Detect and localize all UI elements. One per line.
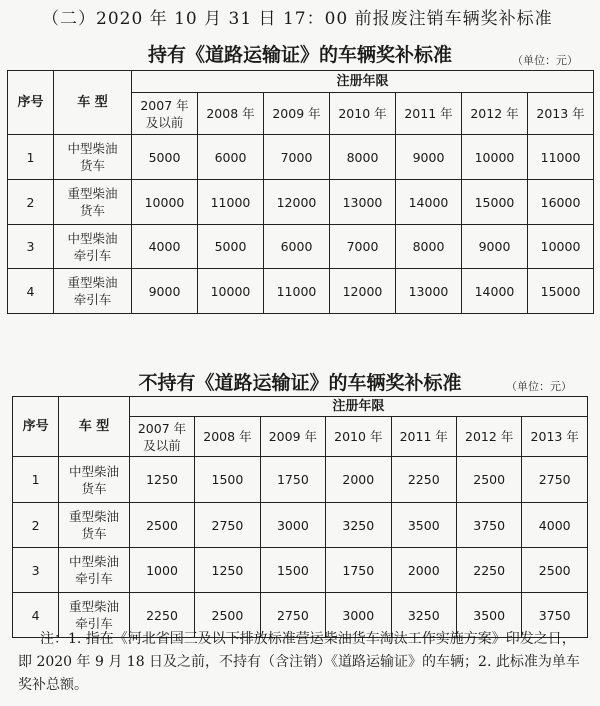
row-seq: 1 (8, 135, 54, 180)
subsidy-amount-cell: 9000 (462, 225, 528, 269)
subsidy-amount-cell: 2500 (129, 503, 194, 548)
header-type: 车 型 (59, 397, 129, 457)
row-vehicle-type: 中型柴油 货车 (59, 457, 129, 503)
subsidy-amount-cell: 2500 (195, 593, 260, 638)
subsidy-amount-cell: 3500 (456, 593, 521, 638)
header-year: 2008 年 (195, 417, 260, 457)
table-row (8, 269, 594, 314)
row-vehicle-type: 重型柴油 牵引车 (59, 593, 129, 638)
subsidy-amount-cell: 3250 (391, 593, 456, 638)
table-2-unit: （单位：元） (506, 380, 572, 393)
subsidy-amount-cell: 1250 (129, 457, 194, 503)
row-vehicle-type: 重型柴油 货车 (54, 180, 132, 225)
subsidy-amount-cell: 3750 (522, 593, 588, 638)
header-year: 2011 年 (391, 417, 456, 457)
subsidy-amount-cell: 11000 (528, 135, 594, 180)
subsidy-amount-cell: 10000 (132, 180, 198, 225)
header-year: 2007 年 及以前 (129, 417, 194, 457)
table-row (8, 180, 594, 225)
subsidy-amount-cell: 1750 (326, 548, 391, 593)
subsidy-amount-cell: 2500 (456, 457, 521, 503)
table-row (8, 135, 594, 180)
header-seq: 序号 (13, 397, 59, 457)
footnote-text: 注：1. 指在《河北省国三及以下排放标准营运柴油货车淘汰工作实施方案》印发之日，即 2020 年 9 月 18 日及之前，不持有（含注销）《道路运输证》的车辆；2. 此标准为单车奖补总额。 (18, 631, 580, 693)
header-year: 2010 年 (330, 93, 396, 135)
subsidy-amount-cell: 16000 (528, 180, 594, 225)
subsidy-amount-cell: 2750 (522, 457, 588, 503)
subsidy-amount-cell: 4000 (522, 503, 588, 548)
subsidy-amount-cell: 1000 (129, 548, 194, 593)
subsidy-amount-cell: 14000 (396, 180, 462, 225)
table-row (13, 457, 588, 503)
subsidy-amount-cell: 2000 (391, 548, 456, 593)
subsidy-amount-cell: 9000 (396, 135, 462, 180)
subsidy-amount-cell: 8000 (396, 225, 462, 269)
header-year: 2008 年 (198, 93, 264, 135)
subsidy-amount-cell: 15000 (528, 269, 594, 314)
subsidy-amount-cell: 2500 (522, 548, 588, 593)
header-year: 2013 年 (528, 93, 594, 135)
table-1-unit: （单位：元） (512, 54, 578, 67)
table-2 (12, 396, 588, 638)
section-heading: （二）2020 年 10 月 31 日 17：00 前报废注销车辆奖补标准 (42, 9, 553, 29)
subsidy-amount-cell: 15000 (462, 180, 528, 225)
subsidy-amount-cell: 4000 (132, 225, 198, 269)
subsidy-amount-cell: 12000 (264, 180, 330, 225)
subsidy-amount-cell: 1250 (195, 548, 260, 593)
subsidy-amount-cell: 10000 (462, 135, 528, 180)
subsidy-amount-cell: 2250 (129, 593, 194, 638)
subsidy-amount-cell: 3250 (326, 503, 391, 548)
row-vehicle-type: 中型柴油 牵引车 (59, 548, 129, 593)
table-1 (7, 70, 594, 314)
subsidy-amount-cell: 2000 (326, 457, 391, 503)
subsidy-amount-cell: 7000 (264, 135, 330, 180)
header-year: 2009 年 (264, 93, 330, 135)
header-registration-years: 注册年限 (132, 71, 594, 93)
row-seq: 4 (8, 269, 54, 314)
subsidy-amount-cell: 6000 (264, 225, 330, 269)
table-row (13, 548, 588, 593)
header-year: 2013 年 (522, 417, 588, 457)
subsidy-amount-cell: 5000 (132, 135, 198, 180)
subsidy-amount-cell: 3000 (260, 503, 325, 548)
header-registration-years: 注册年限 (129, 397, 587, 417)
subsidy-amount-cell: 2250 (456, 548, 521, 593)
subsidy-amount-cell: 2750 (195, 503, 260, 548)
table-row (8, 225, 594, 269)
subsidy-amount-cell: 5000 (198, 225, 264, 269)
subsidy-amount-cell: 13000 (330, 180, 396, 225)
row-vehicle-type: 重型柴油 货车 (59, 503, 129, 548)
subsidy-amount-cell: 1750 (260, 457, 325, 503)
table-1-title: 持有《道路运输证》的车辆奖补标准 (147, 44, 452, 66)
subsidy-amount-cell: 10000 (528, 225, 594, 269)
header-year: 2012 年 (462, 93, 528, 135)
header-year: 2010 年 (326, 417, 391, 457)
subsidy-amount-cell: 3750 (456, 503, 521, 548)
row-seq: 4 (13, 593, 59, 638)
subsidy-amount-cell: 11000 (198, 180, 264, 225)
table-row (13, 503, 588, 548)
row-vehicle-type: 重型柴油 牵引车 (54, 269, 132, 314)
subsidy-amount-cell: 8000 (330, 135, 396, 180)
footnote (18, 628, 586, 697)
header-year: 2009 年 (260, 417, 325, 457)
subsidy-amount-cell: 1500 (195, 457, 260, 503)
row-seq: 1 (13, 457, 59, 503)
subsidy-amount-cell: 7000 (330, 225, 396, 269)
header-year: 2012 年 (456, 417, 521, 457)
row-vehicle-type: 中型柴油 牵引车 (54, 225, 132, 269)
subsidy-amount-cell: 3000 (326, 593, 391, 638)
subsidy-amount-cell: 13000 (396, 269, 462, 314)
row-seq: 3 (8, 225, 54, 269)
subsidy-amount-cell: 3500 (391, 503, 456, 548)
row-seq: 3 (13, 548, 59, 593)
header-type: 车 型 (54, 71, 132, 135)
subsidy-amount-cell: 11000 (264, 269, 330, 314)
header-year: 2011 年 (396, 93, 462, 135)
row-seq: 2 (13, 503, 59, 548)
subsidy-amount-cell: 6000 (198, 135, 264, 180)
subsidy-amount-cell: 14000 (462, 269, 528, 314)
table-2-title: 不持有《道路运输证》的车辆奖补标准 (138, 372, 462, 394)
subsidy-amount-cell: 12000 (330, 269, 396, 314)
row-vehicle-type: 中型柴油 货车 (54, 135, 132, 180)
subsidy-amount-cell: 2250 (391, 457, 456, 503)
header-seq: 序号 (8, 71, 54, 135)
header-year: 2007 年 及以前 (132, 93, 198, 135)
subsidy-amount-cell: 2750 (260, 593, 325, 638)
subsidy-amount-cell: 1500 (260, 548, 325, 593)
subsidy-amount-cell: 10000 (198, 269, 264, 314)
row-seq: 2 (8, 180, 54, 225)
subsidy-amount-cell: 9000 (132, 269, 198, 314)
